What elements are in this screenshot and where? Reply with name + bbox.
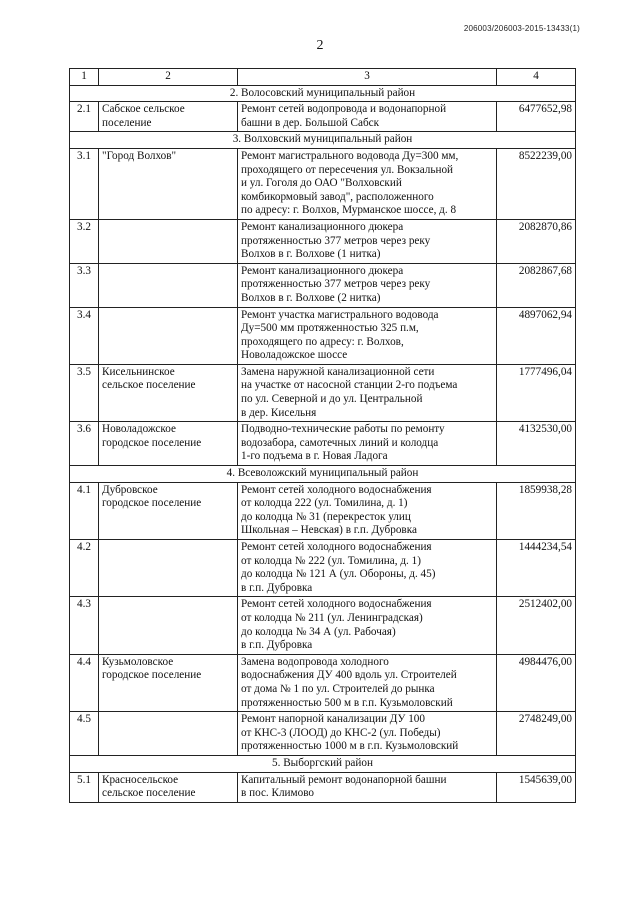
description-line: от колодца № 222 (ул. Томилина, д. 1) — [241, 554, 421, 567]
description-line: в дер. Кисельня — [241, 406, 317, 419]
description-cell — [238, 482, 497, 539]
works-table-body — [70, 69, 576, 803]
description-line: Ремонт участка магистрального водовода — [241, 308, 439, 321]
description-line: на участке от насосной станции 2-го подъема — [241, 379, 458, 392]
table-row — [70, 422, 576, 466]
description-line: протяженностью 1000 м в г.п. Кузьмоловский — [241, 740, 459, 753]
description-line: до колодца № 34 А (ул. Рабочая) — [241, 625, 396, 638]
description-line: от КНС-3 (ЛООД) до КНС-2 (ул. Победы) — [241, 726, 441, 739]
table-row — [70, 654, 576, 711]
table-row — [70, 482, 576, 539]
description-cell — [238, 712, 497, 756]
description-line: проходящего от пересечения ул. Вокзальной — [241, 163, 454, 176]
municipality-line: городское поселение — [102, 669, 202, 682]
description-cell — [238, 263, 497, 307]
municipality-cell — [99, 540, 238, 597]
item-number: 4.5 — [70, 712, 99, 756]
amount-cell: 4984476,00 — [497, 654, 576, 711]
municipality-cell — [99, 102, 238, 132]
description-line: в пос. Климово — [241, 787, 315, 800]
description-line: Волхов в г. Волхове (1 нитка) — [241, 248, 381, 261]
amount-cell: 4897062,94 — [497, 307, 576, 364]
description-line: комбикормовый завод", расположенного — [241, 190, 434, 203]
municipality-line: сельское поселение — [102, 379, 196, 392]
amount-cell: 2082867,68 — [497, 263, 576, 307]
description-line: Ду=500 мм протяженностью 325 п.м, — [241, 322, 419, 335]
amount-cell: 1545639,00 — [497, 772, 576, 802]
description-line: от колодца 222 (ул. Томилина, д. 1) — [241, 497, 408, 510]
item-number: 5.1 — [70, 772, 99, 802]
description-cell — [238, 364, 497, 421]
description-cell — [238, 772, 497, 802]
description-cell — [238, 597, 497, 654]
amount-cell: 8522239,00 — [497, 148, 576, 219]
description-line: Капитальный ремонт водонапорной башни — [241, 773, 447, 786]
municipality-cell — [99, 712, 238, 756]
municipality-cell — [99, 307, 238, 364]
item-number: 3.5 — [70, 364, 99, 421]
municipality-cell — [99, 148, 238, 219]
table-row — [70, 597, 576, 654]
municipality-cell — [99, 219, 238, 263]
municipality-cell — [99, 654, 238, 711]
description-line: и ул. Гоголя до ОАО "Волховский — [241, 177, 402, 190]
column-number-2: 2 — [99, 69, 238, 86]
section-row — [70, 466, 576, 483]
amount-cell: 4132530,00 — [497, 422, 576, 466]
section-row — [70, 85, 576, 102]
amount-cell: 1777496,04 — [497, 364, 576, 421]
description-line: Школьная – Невская) в г.п. Дубровка — [241, 524, 417, 537]
description-line: протяженностью 377 метров через реку — [241, 234, 431, 247]
description-line: Подводно-технические работы по ремонту — [241, 423, 445, 436]
description-line: по адресу: г. Волхов, Мурманское шоссе, д. 8 — [241, 204, 457, 217]
municipality-line: Дубровское — [102, 483, 158, 496]
municipality-line: "Город Волхов" — [102, 149, 177, 162]
column-number-1: 1 — [70, 69, 99, 86]
item-number: 2.1 — [70, 102, 99, 132]
amount-cell: 2082870,86 — [497, 219, 576, 263]
page-number: 2 — [316, 38, 324, 53]
column-number-4: 4 — [497, 69, 576, 86]
municipality-line: сельское поселение — [102, 787, 196, 800]
description-line: Волхов в г. Волхове (2 нитка) — [241, 291, 381, 304]
item-number: 3.4 — [70, 307, 99, 364]
municipality-line: Кузьмоловское — [102, 655, 174, 668]
description-cell — [238, 307, 497, 364]
description-line: Ремонт сетей водопровода и водонапорной — [241, 103, 447, 116]
section-title: 3. Волховский муниципальный район — [70, 132, 576, 149]
section-title: 4. Всеволожский муниципальный район — [70, 466, 576, 483]
description-line: Ремонт канализационного дюкера — [241, 220, 404, 233]
municipality-line: поселение — [102, 116, 152, 129]
table-row — [70, 102, 576, 132]
description-cell — [238, 654, 497, 711]
description-cell — [238, 540, 497, 597]
description-line: Новоладожское шоссе — [241, 349, 348, 362]
municipality-cell — [99, 364, 238, 421]
table-row — [70, 307, 576, 364]
item-number: 4.3 — [70, 597, 99, 654]
section-row — [70, 755, 576, 772]
description-line: 1-го подъема в г. Новая Ладога — [241, 450, 388, 463]
municipality-line: городское поселение — [102, 436, 202, 449]
description-line: до колодца № 31 (перекресток улиц — [241, 510, 411, 523]
description-line: водозабора, самотечных линий и колодца — [241, 436, 439, 449]
section-title: 2. Волосовский муниципальный район — [70, 85, 576, 102]
municipality-cell — [99, 772, 238, 802]
municipality-cell — [99, 263, 238, 307]
description-line: водоснабжения ДУ 400 вдоль ул. Строителей — [241, 669, 457, 682]
description-line: Ремонт магистрального водовода Ду=300 мм, — [241, 149, 459, 162]
description-cell — [238, 422, 497, 466]
description-cell — [238, 148, 497, 219]
table-row — [70, 148, 576, 219]
table-row — [70, 540, 576, 597]
column-number-3: 3 — [238, 69, 497, 86]
amount-cell: 2512402,00 — [497, 597, 576, 654]
description-line: Ремонт сетей холодного водоснабжения — [241, 541, 432, 553]
description-line: от колодца № 211 (ул. Ленинградская) — [241, 611, 423, 624]
municipality-line: городское поселение — [102, 497, 202, 510]
description-line: Ремонт сетей холодного водоснабжения — [241, 483, 432, 496]
description-line: Ремонт канализационного дюкера — [241, 264, 404, 277]
municipality-line: Новоладожское — [102, 423, 176, 436]
description-line: башни в дер. Большой Сабск — [241, 116, 380, 129]
municipality-cell — [99, 482, 238, 539]
table-row — [70, 712, 576, 756]
description-line: проходящего по адресу: г. Волхов, — [241, 335, 404, 348]
description-line: от дома № 1 по ул. Строителей до рынка — [241, 682, 435, 695]
description-line: протяженностью 500 м в г.п. Кузьмоловский — [241, 696, 453, 709]
description-line: протяженностью 377 метров через реку — [241, 278, 431, 291]
municipality-cell — [99, 597, 238, 654]
item-number: 3.3 — [70, 263, 99, 307]
description-line: до колодца № 121 А (ул. Обороны, д. 45) — [241, 568, 436, 581]
municipality-cell — [99, 422, 238, 466]
municipality-line: Сабское сельское — [102, 103, 185, 116]
section-title: 5. Выборгский район — [70, 755, 576, 772]
section-row — [70, 132, 576, 149]
amount-cell: 1444234,54 — [497, 540, 576, 597]
column-number-row — [70, 69, 576, 86]
document-id: 206003/206003-2015-13433(1) — [463, 24, 580, 33]
description-line: Замена водопровода холодного — [241, 655, 389, 668]
item-number: 3.2 — [70, 219, 99, 263]
description-line: в г.п. Дубровка — [241, 639, 313, 652]
description-cell — [238, 102, 497, 132]
table-row — [70, 772, 576, 802]
item-number: 4.4 — [70, 654, 99, 711]
table-row — [70, 263, 576, 307]
table-row — [70, 219, 576, 263]
item-number: 3.1 — [70, 148, 99, 219]
description-line: Ремонт напорной канализации ДУ 100 — [241, 713, 425, 726]
description-line: по ул. Северной и до ул. Центральной — [241, 393, 423, 406]
amount-cell: 1859938,28 — [497, 482, 576, 539]
item-number: 4.1 — [70, 482, 99, 539]
item-number: 4.2 — [70, 540, 99, 597]
amount-cell: 2748249,00 — [497, 712, 576, 756]
amount-cell: 6477652,98 — [497, 102, 576, 132]
description-line: Ремонт сетей холодного водоснабжения — [241, 598, 432, 611]
table-row — [70, 364, 576, 421]
description-cell — [238, 219, 497, 263]
description-line: Замена наружной канализационной сети — [241, 365, 435, 378]
municipality-line: Кисельнинское — [102, 365, 175, 378]
item-number: 3.6 — [70, 422, 99, 466]
works-table — [69, 68, 576, 803]
municipality-line: Красносельское — [102, 773, 179, 786]
description-line: в г.п. Дубровка — [241, 581, 313, 594]
